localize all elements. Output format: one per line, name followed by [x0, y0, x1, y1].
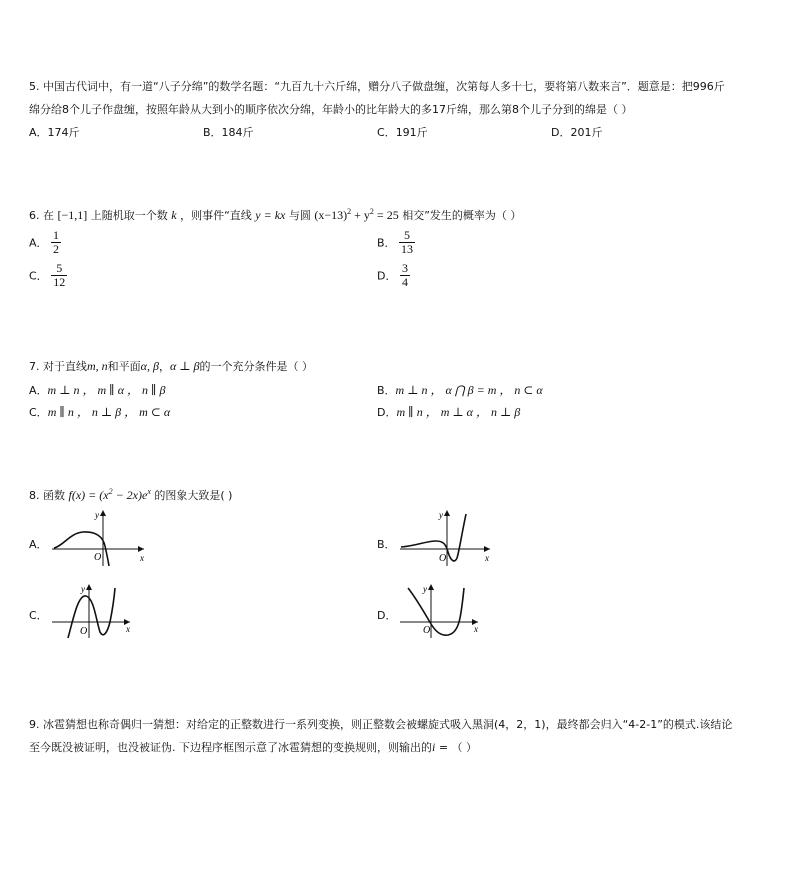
q6-option-d[interactable]: D． $\frac{3}{4}$: [377, 261, 408, 289]
q6-option-a[interactable]: A． $\frac{1}{2}$: [29, 228, 60, 256]
q9-line2: 至今既没被证明，也没被证伪. 下边程序框图示意了冰雹猜想的变换规则，则输出的i = （ ）: [29, 740, 478, 754]
q7-option-a[interactable]: A．m ⊥ n ， m ∥ α ， n ∥ β: [29, 383, 166, 397]
origin-label: O: [423, 625, 431, 636]
origin-label: O: [94, 552, 102, 563]
axis-y-label: y: [423, 584, 427, 594]
q7-option-c[interactable]: C．m ∥ n ， n ⊥ β ， m ⊂ α: [29, 405, 171, 419]
q7-stem: 7. 对于直线m, n和平面α, β，α ⊥ β的一个充分条件是（ ）: [29, 359, 314, 373]
fraction: $\frac{5}{12}$: [53, 261, 66, 289]
fraction: $\frac{3}{4}$: [401, 261, 408, 289]
axis-x-label: x: [126, 624, 130, 634]
q5-option-d[interactable]: D．201斤: [551, 126, 603, 139]
q9-line1: 9. 冰雹猜想也称奇偶归一猜想：对给定的正整数进行一系列变换，则正整数会被螺旋式吸入黑洞(4，2，1)，最终都会归入“4-2-1”的模式.该结论: [29, 718, 733, 731]
q8-option-d-label[interactable]: D．: [377, 609, 397, 622]
q6-option-b[interactable]: B． $\frac{5}{13}$: [377, 228, 414, 256]
axis-x-label: x: [474, 624, 478, 634]
q6-option-c[interactable]: C． $\frac{5}{12}$: [29, 261, 66, 289]
q5-option-c[interactable]: C．191斤: [377, 126, 428, 139]
q5-option-a[interactable]: A．174斤: [29, 126, 80, 139]
q5-line2: 绵分给8个儿子作盘缠，按照年龄从大到小的顺序依次分绵，年龄小的比年龄大的多17斤绵，那么第8个儿子分到的绵是（ ）: [29, 103, 633, 116]
fraction: $\frac{1}{2}$: [53, 228, 60, 256]
axis-y-label: y: [439, 510, 443, 520]
q5-option-b[interactable]: B．184斤: [203, 126, 254, 139]
origin-label: O: [80, 626, 88, 637]
axis-x-label: x: [485, 553, 489, 563]
q5-line1: 5. 中国古代词中，有一道“八子分绵”的数学名题：“九百九十六斤绵，赠分八子做盘缠，次第每人多十七，要将第八数来言”．题意是：把996斤: [29, 80, 725, 93]
q8-option-a-label[interactable]: A．: [29, 538, 48, 551]
origin-label: O: [439, 553, 447, 564]
q8-option-c-label[interactable]: C．: [29, 609, 48, 622]
q8-stem: 8. 函数 $f(x) = (x^2 - 2x)e^x$ 的图象大致是( ): [29, 487, 233, 502]
q7-option-d[interactable]: D．m ∥ n ， m ⊥ α ， n ⊥ β: [377, 405, 521, 419]
q7-option-b[interactable]: B．m ⊥ n ， α ⋂ β = m ， n ⊂ α: [377, 383, 543, 397]
q8-graph-a[interactable]: [48, 508, 153, 568]
q8-graph-c[interactable]: [48, 580, 138, 640]
q8-graph-d[interactable]: [396, 580, 486, 640]
q8-option-b-label[interactable]: B．: [377, 538, 396, 551]
fraction: $\frac{5}{13}$: [401, 228, 414, 256]
q8-graph-b[interactable]: [396, 508, 496, 568]
q6-stem: 6. 在 [−1,1] 上随机取一个数 k ，则事件“直线 y = kx 与圆 $(x-13)^2 + y^2 = 25$ 相交”发生的概率为（ ）: [29, 207, 522, 222]
axis-y-label: y: [81, 584, 85, 594]
axis-y-label: y: [95, 510, 99, 520]
axis-x-label: x: [140, 553, 144, 563]
